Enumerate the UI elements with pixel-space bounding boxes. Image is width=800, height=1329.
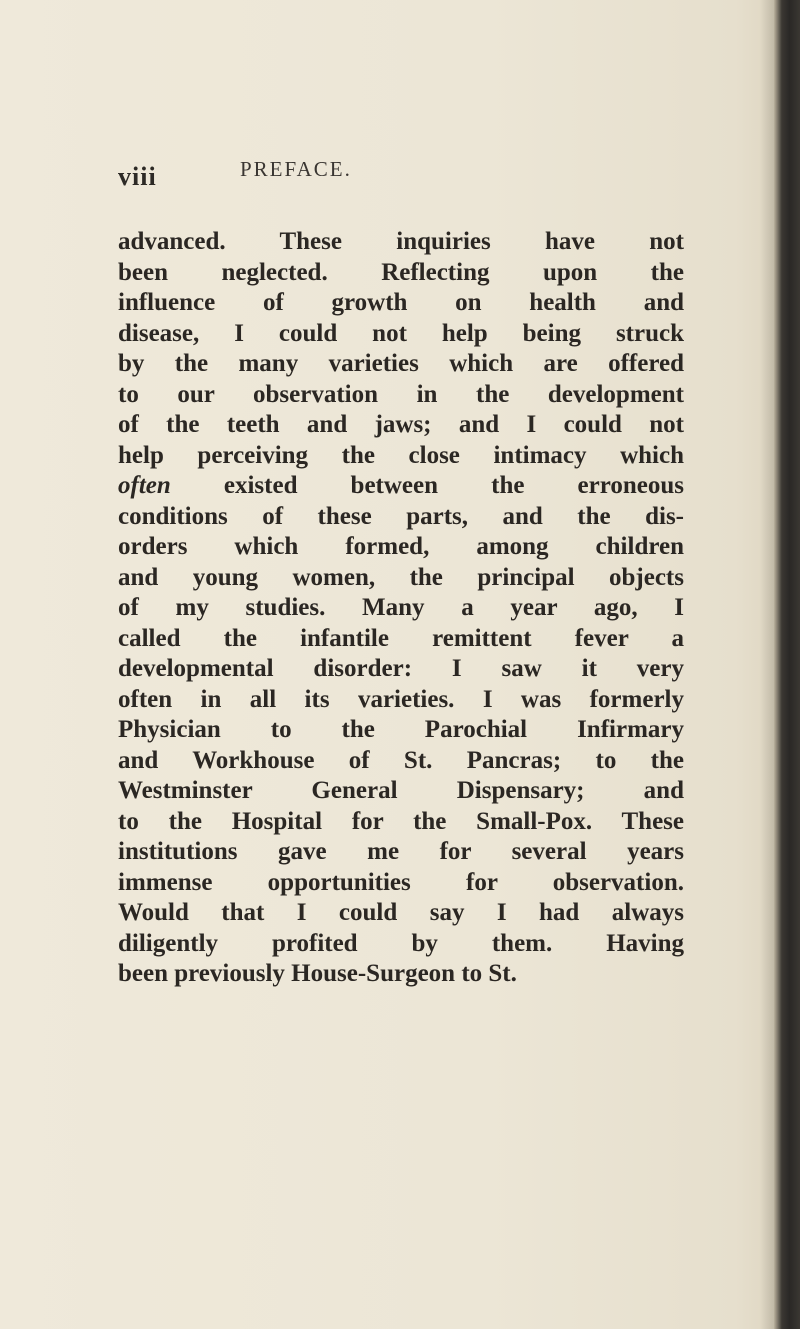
text-line: to the Hospital for the Small-Pox. These — [118, 807, 684, 835]
text-line: and Workhouse of St. Pancras; to the — [118, 746, 684, 774]
text-line: called the infantile remittent fever a — [118, 624, 684, 652]
text-line-rest: existed between the erroneous — [223, 472, 684, 499]
text-line: developmental disorder: I saw it very — [118, 655, 684, 682]
page-number: viii — [118, 162, 157, 191]
text-line: advanced. These inquiries have not — [118, 228, 684, 255]
text-line: Westminster General Dispensary; and — [118, 777, 684, 804]
book-edge — [774, 0, 800, 1329]
text-line: help perceiving the close intimacy which — [118, 441, 684, 469]
text-line: to our observation in the development — [118, 380, 684, 408]
text-line: institutions gave me for several years — [118, 838, 684, 865]
running-head: PREFACE. — [240, 157, 352, 181]
text-line: diligently profited by them. Having — [118, 929, 684, 957]
text-line: been previously House-Surgeon to St. — [118, 960, 517, 987]
text-line: immense opportunities for observation. — [118, 868, 684, 896]
body-text — [118, 227, 684, 990]
text-line: Would that I could say I had always — [118, 899, 684, 926]
text-line: by the many varieties which are offered — [118, 350, 684, 377]
text-line: disease, I could not help being struck — [118, 319, 684, 347]
text-line: influence of growth on health and — [118, 289, 684, 316]
text-line: often in all its varieties. I was formerly — [118, 685, 684, 713]
text-line: orders which formed, among children — [118, 533, 684, 560]
text-line: Physician to the Parochial Infirmary — [118, 716, 684, 743]
text-line: of my studies. Many a year ago, I — [118, 594, 684, 621]
text-line: of the teeth and jaws; and I could not — [118, 411, 684, 438]
text-line: and young women, the principal objects — [118, 563, 684, 591]
italic-emphasis: often — [118, 472, 171, 499]
text-line: conditions of these parts, and the dis- — [118, 502, 684, 530]
text-line: been neglected. Reflecting upon the — [118, 258, 684, 286]
page-gutter-shadow — [760, 0, 774, 1329]
text-line-with-italic — [118, 471, 684, 502]
